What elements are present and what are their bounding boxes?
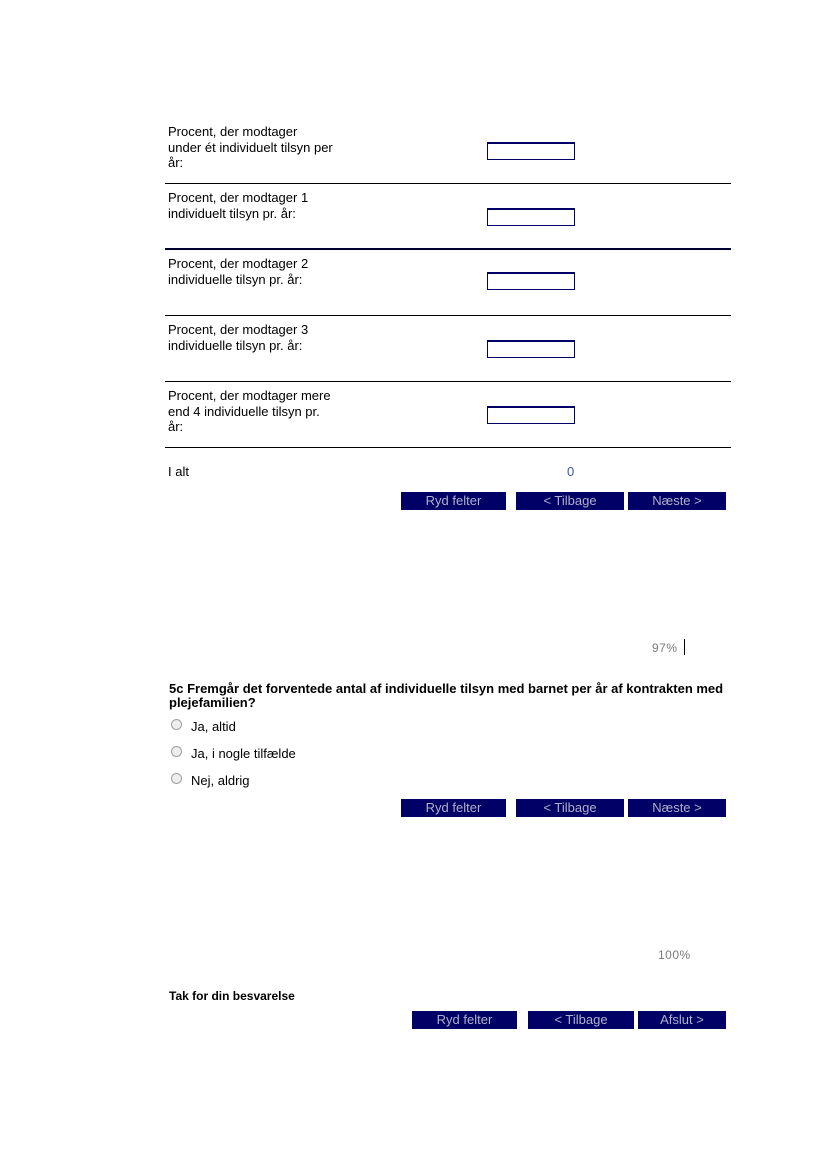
table-row: [165, 316, 731, 382]
table-row: [165, 118, 731, 184]
row-label: Procent, der modtager 2 individuelle tilsyn pr. år:: [168, 256, 309, 287]
row-label: Procent, der modtager 1 individuelt tilsyn pr. år:: [168, 190, 309, 221]
table-row: [165, 382, 731, 448]
radio-button[interactable]: [171, 746, 182, 757]
radio-button[interactable]: [171, 773, 182, 784]
clear-fields-button[interactable]: Ryd felter: [401, 799, 506, 817]
table-row: [165, 250, 731, 316]
option-ja-altid[interactable]: [171, 719, 236, 734]
progress-indicator: 97%: [652, 641, 678, 655]
next-button[interactable]: Næste >: [628, 799, 726, 817]
back-button[interactable]: < Tilbage: [516, 492, 624, 510]
percent-input[interactable]: [487, 272, 575, 290]
back-button[interactable]: < Tilbage: [528, 1011, 634, 1029]
thank-you-message: Tak for din besvarelse: [169, 989, 295, 1003]
clear-fields-button[interactable]: Ryd felter: [401, 492, 506, 510]
percent-table: [165, 118, 731, 448]
option-label: Ja, i nogle tilfælde: [191, 746, 296, 761]
finish-button[interactable]: Afslut >: [638, 1011, 726, 1029]
question-5c: 5c Fremgår det forventede antal af individuelle tilsyn med barnet per år af kontrakten med plejefamilien?: [169, 681, 724, 710]
row-label: Procent, der modtager mere end 4 individuelle tilsyn pr. år:: [168, 388, 331, 434]
back-button[interactable]: < Tilbage: [516, 799, 624, 817]
option-nej-aldrig[interactable]: [171, 773, 250, 788]
option-ja-nogle-tilfaelde[interactable]: [171, 746, 296, 761]
next-button[interactable]: Næste >: [628, 492, 726, 510]
total-value: 0: [567, 464, 575, 479]
table-row: [165, 184, 731, 250]
percent-input[interactable]: [487, 142, 575, 160]
row-label: Procent, der modtager under ét individuelt tilsyn per år:: [168, 124, 333, 170]
percent-input[interactable]: [487, 340, 575, 358]
clear-fields-button[interactable]: Ryd felter: [412, 1011, 517, 1029]
progress-indicator: 100%: [658, 948, 691, 962]
percent-input[interactable]: [487, 406, 575, 424]
radio-button[interactable]: [171, 719, 182, 730]
percent-input[interactable]: [487, 208, 575, 226]
total-label: I alt: [168, 464, 189, 479]
option-label: Ja, altid: [191, 719, 236, 734]
row-label: Procent, der modtager 3 individuelle tilsyn pr. år:: [168, 322, 309, 353]
text-cursor: [684, 639, 685, 655]
option-label: Nej, aldrig: [191, 773, 250, 788]
